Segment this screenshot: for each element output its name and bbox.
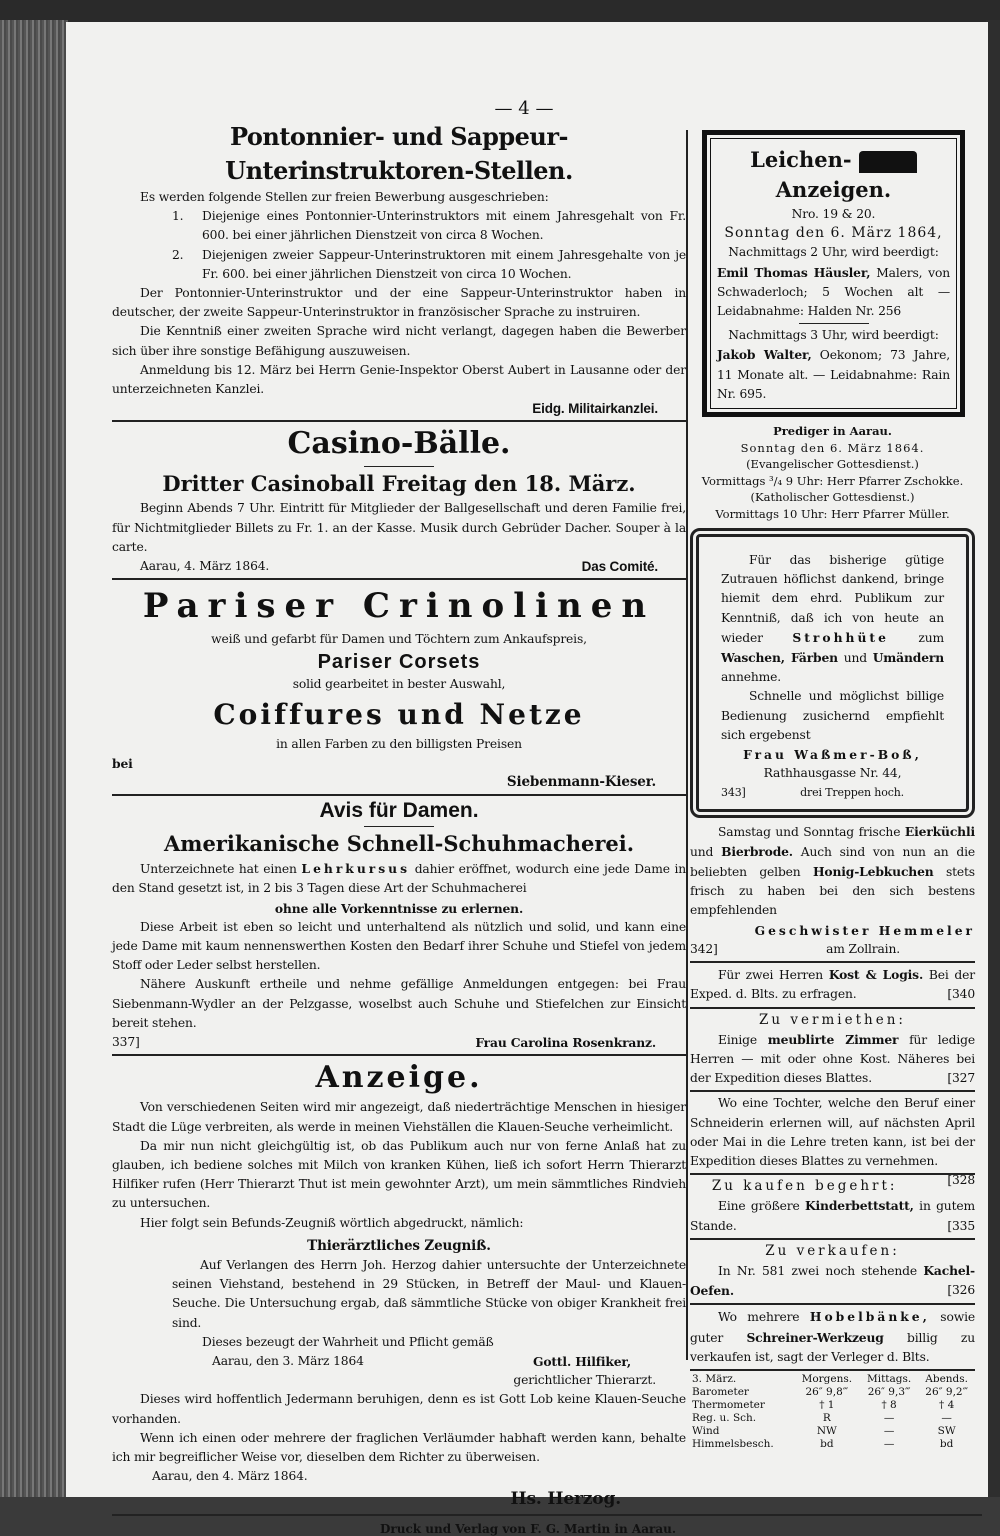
item-text: Diejenigen zweier Sappeur-Unterinstruktoren mit einem Jahresgehalte von je Fr. 600. bei einer jährlichen Dienstzeit von circa 10 Wochen. [202, 247, 686, 281]
funeral-entry [717, 345, 950, 404]
text: und [690, 844, 714, 859]
text: für ledige Herren — mit oder ohne Kost. Näheres bei der Expedition dieses Blattes. [690, 1032, 976, 1086]
paragraph: Beginn Abends 7 Uhr. Eintritt für Mitglieder der Ballgesellschaft und deren Familie frei, für Nichtmitglieder Billets zu Fr. 1. an der Kasse. Musik durch Gebrüder Dacher. Souper à la carte. [112, 501, 686, 554]
text: Unterzeichnete hat einen [140, 862, 297, 877]
divider [799, 323, 869, 324]
floor-info: drei Treppen hoch. [800, 786, 904, 800]
corsets-heading: Pariser Corsets [317, 651, 481, 674]
issue-number: Nro. 19 & 20. [791, 207, 876, 221]
text: sowie guter [690, 1310, 975, 1345]
signature-row [112, 1033, 686, 1052]
funeral-notices [702, 130, 965, 417]
service-type: (Evangelischer Gottesdienst.) [746, 457, 919, 472]
emphasis: Strohhüte [792, 629, 889, 645]
divider [112, 1514, 982, 1516]
cell: — [883, 1424, 895, 1437]
divider [364, 826, 434, 827]
item-text: Diejenige eines Pontonnier-Unterinstruktors mit einem Jahresgehalt von Fr. 600. bei einer jährlichen Dienstzeit von circa 8 Wochen. [202, 209, 686, 243]
emphasis: Honig-Lebkuchen [812, 864, 934, 880]
title-part: Leichen- [750, 147, 852, 172]
ad-reference: 337] [112, 1035, 140, 1050]
divider [112, 794, 686, 796]
text-line: weiß und gefarbt für Damen und Töchtern zum Ankaufspreis, [211, 632, 587, 647]
ad-reference: [328 [947, 1173, 975, 1188]
service-type: (Katholischer Gottesdienst.) [750, 490, 915, 505]
paragraph: Wenn ich einen oder mehrere der fraglichen Verläumder habhaft werden kann, behalte ich mir begreiflicher Weise vor, dieselben dem Richter zu überweisen. [112, 1430, 686, 1464]
ref-row [721, 783, 944, 802]
table-row [690, 1412, 975, 1425]
cell: 26″ 9,3‴ [867, 1385, 911, 1398]
signature: Frau Waßmer-Boß, [743, 747, 922, 763]
text: zum [918, 630, 944, 645]
paragraph: Diese Arbeit ist eben so leicht und unterhaltend als nützlich und solid, und kann eine jede Dame mit kaum nennenswerthen Kosten den Bedarf ihrer Schuhe und Stiefel von jedem Stoff oder Leder selbst herstellen. [112, 919, 686, 973]
header-cell: 3. März. [692, 1372, 737, 1385]
row-label: Himmelsbesch. [692, 1437, 774, 1450]
ad-avis-damen [112, 798, 686, 1056]
paragraph [721, 551, 944, 687]
text-line: in allen Farben zu den billigsten Preisen [276, 736, 522, 751]
paragraph [112, 859, 686, 898]
ad-reference: [326 [947, 1283, 975, 1298]
ad-title: Casino-Bälle. [287, 426, 511, 462]
text: Auch sind von nun an die beliebten gelben [690, 844, 976, 880]
divider [690, 1007, 975, 1009]
header-cell: Morgens. [801, 1372, 853, 1385]
title-part: Anzeigen. [775, 177, 892, 202]
ad-reference: [340 [947, 987, 975, 1002]
ref-row [690, 940, 975, 959]
text: Samstag und Sonntag frische [718, 824, 901, 839]
signature: Geschwister Hemmeler [754, 922, 975, 938]
divider [690, 1238, 975, 1240]
service-line: Vormittags 10 Uhr: Herr Pfarrer Müller. [715, 506, 950, 521]
text: in gutem Stande. [690, 1199, 976, 1233]
ad-title: Anzeige. [315, 1060, 483, 1096]
service-line: Vormittags ³/₄ 9 Uhr: Herr Pfarrer Zschokke. [701, 473, 964, 488]
bei-label: bei [112, 755, 133, 771]
ad-crinolinen [112, 582, 686, 796]
text: In Nr. 581 zwei noch stehende [718, 1263, 917, 1278]
divider [364, 466, 434, 467]
text: und [843, 651, 867, 666]
text: Bei der Exped. d. Blts. zu erfragen. [690, 968, 975, 1002]
funeral-entry [717, 263, 950, 322]
ad-pontonnier [112, 120, 686, 422]
row-label: Barometer [692, 1385, 749, 1398]
signature: Siebenmann-Kieser. [506, 774, 656, 791]
place-date: Aarau, den 4. März 1864. [152, 1469, 308, 1484]
ad-reference: 342] [690, 941, 718, 956]
table-row [690, 1425, 975, 1438]
ad-reference: 343] [721, 786, 746, 800]
funeral-date: Sonntag den 6. März 1864, [724, 225, 943, 242]
text: billig zu verkaufen ist, sagt der Verleger d. Blts. [690, 1330, 975, 1364]
paragraph: Da mir nun nicht gleichgültig ist, ob das Publikum auch nur von ferne Anlaß hat zu glauben, ich bediene solches mit Milch von kranken Kühen, ließ ich sofort Herrn Thierarzt Hilfiker rufen (Herr Thierarzt Thut ist mein gewohnter Arzt), um mein sämmtliches Rindvieh zu untersuchen. [112, 1138, 686, 1211]
cell: — [883, 1411, 895, 1424]
cell: R [822, 1411, 831, 1424]
attest-row [112, 1352, 686, 1371]
ad-title: Zu verkaufen: [765, 1242, 900, 1259]
ad-title: Avis für Damen. [319, 799, 479, 823]
cell: † 1 [819, 1398, 835, 1411]
certificate-title: Thierärztliches Zeugniß. [307, 1237, 491, 1254]
text: annehme. [721, 670, 782, 685]
ad-title: Pariser Crinolinen [142, 586, 656, 627]
text: Für das bisherige gütige Zutrauen höflichst dankend, bringe hiemit dem ehrd. Publikum zur Kenntniß, daß ich von heute an wieder [721, 553, 944, 645]
cell: NW [816, 1424, 837, 1437]
row-label: Thermometer [692, 1398, 765, 1411]
attest-date: Aarau, den 3. März 1864 [212, 1353, 364, 1368]
emphasis: Waschen, Färben [721, 650, 838, 666]
ad-title: Zu kaufen begehrt: [711, 1178, 898, 1195]
ad-subtitle: Dritter Casinoball Freitag den 18. März. [162, 471, 636, 497]
signature: Hs. Herzog. [510, 1489, 621, 1510]
cell: — [883, 1437, 895, 1450]
place-date: Aarau, 4. März 1864. [140, 559, 270, 574]
text: Wo mehrere [718, 1310, 800, 1325]
ad-kost-logis [690, 965, 975, 1008]
entry-text: Oekonom; 73 Jahre, 11 Monate alt. — Leidabnahme: Rain Nr. 695. [717, 348, 950, 401]
paragraph [690, 965, 975, 1004]
signature: Das Comité. [581, 559, 658, 575]
row-label: Wind [692, 1424, 720, 1437]
paragraph: Schnelle und möglichst billige Bedienung zusichernd empfiehlt sich ergebenst [721, 689, 944, 742]
divider [112, 1054, 686, 1056]
table-header-row [690, 1373, 975, 1386]
ad-subtitle: Amerikanische Schnell-Schuhmacherei. [163, 831, 635, 857]
cell: SW [937, 1424, 956, 1437]
divider [690, 961, 975, 963]
signature: Eidg. Militairkanzlei. [532, 401, 658, 417]
attest-line: Dieses bezeugt der Wahrheit und Pflicht gemäß [202, 1334, 494, 1349]
ad-zu-verkaufen [690, 1242, 975, 1306]
paragraph [690, 1307, 975, 1367]
ad-hemmeler [690, 822, 975, 963]
table-row [690, 1399, 975, 1412]
paragraph [690, 822, 975, 921]
text: Für zwei Herren [718, 968, 824, 983]
ad-hobelbanke [690, 1307, 975, 1371]
ad-casino [112, 424, 686, 580]
right-column [690, 130, 975, 1451]
emphasis: Hobelbänke, [809, 1309, 930, 1325]
emphasis-line: ohne alle Vorkenntnisse zu erlernen. [274, 900, 524, 916]
funeral-time: Nachmittags 2 Uhr, wird beerdigt: [728, 245, 939, 260]
emphasis: Bierbrode. [721, 843, 793, 859]
list-item [112, 207, 686, 245]
cell: — [941, 1411, 952, 1424]
emphasis: meublirte Zimmer [767, 1031, 899, 1047]
imprint-footer: Druck und Verlag von F. G. Martin in Aarau. [380, 1522, 676, 1536]
paragraph: Dieses wird hoffentlich Jedermann beruhigen, denn es ist Gott Lob keine Klauen-Seuche vorhanden. [112, 1392, 686, 1426]
paragraph: Nähere Auskunft ertheile und nehme gefällige Anmeldungen entgegen: bei Frau Siebenmann-Wydler an der Pelzgasse, woselbst auch Schuhe und Stiefelchen zur Einsicht bereit stehen. [112, 977, 686, 1030]
address: Rathhausgasse Nr. 44, [763, 766, 902, 781]
funeral-time: Nachmittags 3 Uhr, wird beerdigt: [728, 328, 939, 343]
entry-text: Malers, von Schwaderloch; 5 Wochen alt — Leidabnahme: Halden Nr. 256 [717, 265, 951, 319]
table-row [690, 1438, 975, 1451]
emphasis: Lehrkursus [301, 861, 411, 877]
emphasis: Eierküchli [904, 823, 975, 839]
emphasis: Schreiner-Werkzeug [746, 1329, 884, 1345]
divider [690, 1090, 975, 1092]
divider [112, 420, 686, 422]
scan-right-border [986, 20, 1000, 1497]
emphasis: Kinderbettstatt, [805, 1198, 914, 1214]
item-number: 2. [172, 247, 184, 262]
vet-name: Gottl. Hilfiker, [532, 1353, 631, 1369]
signature-row [112, 557, 686, 576]
certificate-text: Auf Verlangen des Herrn Joh. Herzog dahier untersuchte der Unterzeichnete seinen Viehstand, bestehend in 29 Stücken, in Betreff der Maul- und Klauen-Seuche. Die Untersuchung ergab, daß sämmtliche Stücke von obiger Krankheit frei sind. [172, 1257, 686, 1330]
deceased-name: Emil Thomas Häusler, [717, 264, 871, 280]
preachers-title: Prediger in Aarau. [773, 424, 892, 439]
signature: Frau Carolina Rosenkranz. [475, 1035, 656, 1051]
funeral-title [717, 145, 950, 205]
page-number: — 4 — [494, 98, 554, 119]
paragraph [690, 1261, 975, 1301]
cell: 26″ 9,2‴ [925, 1385, 969, 1398]
emphasis: Umändern [872, 650, 944, 666]
cell: bd [939, 1437, 954, 1450]
ad-vermiethen [690, 1011, 975, 1093]
address: am Zollrain. [826, 941, 900, 956]
emphasis: Kachel-Oefen. [690, 1262, 976, 1299]
weather-table [690, 1373, 975, 1451]
ad-title: Zu vermiethen: [759, 1011, 906, 1028]
book-page-edges [0, 20, 68, 1497]
column-divider [686, 130, 688, 1360]
left-column [112, 98, 686, 1536]
table-row [690, 1386, 975, 1399]
text: dahier eröffnet, wodurch eine jede Dame in den Stand gesetzt ist, in 2 bis 3 Tagen diese Art der Schuhmacherei [112, 862, 687, 896]
text: Eine größere [718, 1199, 800, 1214]
ad-anzeige [112, 1058, 686, 1516]
cell: bd [820, 1437, 834, 1450]
paragraph [690, 1196, 975, 1235]
divider [112, 578, 686, 580]
deceased-name: Jakob Walter, [717, 347, 812, 363]
cell: † 8 [881, 1398, 897, 1411]
header-cell: Abends. [925, 1372, 969, 1385]
paragraph: Hier folgt sein Befunds-Zeugniß wörtlich abgedruckt, nämlich: [140, 1215, 524, 1230]
paragraph: Von verschiedenen Seiten wird mir angezeigt, daß niederträchtige Menschen in hiesiger Stadt die Lüge verbreiten, als werde in meinen Viehställen die Klauen-Seuche verheimlicht. [112, 1100, 686, 1134]
header-cell: Mittags. [866, 1372, 912, 1385]
ad-title: Pontonnier- und Sappeur-Unterinstruktoren-Stellen. [225, 122, 573, 185]
emphasis: Kost & Logis. [828, 967, 924, 983]
paragraph: Der Pontonnier-Unterinstruktor und der eine Sappeur-Unterinstruktor haben in deutscher, der zweite Sappeur-Unterinstruktor in französischer Sprache zu instruiren. [112, 286, 686, 320]
ad-reference: [327 [947, 1071, 975, 1086]
list-item [112, 246, 686, 284]
text: stets frisch zu haben bei den sich bestens empfehlenden [690, 865, 975, 918]
coffin-icon [859, 151, 917, 173]
divider [690, 1303, 975, 1305]
preachers [690, 423, 975, 522]
paragraph: Anmeldung bis 12. März bei Herrn Genie-Inspektor Oberst Aubert in Lausanne oder der unterzeichneten Kanzlei. [112, 362, 686, 397]
ad-reference: [335 [947, 1218, 975, 1233]
vet-title: gerichtlicher Thierarzt. [513, 1373, 656, 1388]
paragraph [690, 1030, 975, 1089]
row-label: Reg. u. Sch. [692, 1411, 757, 1424]
text: Einige [718, 1032, 758, 1047]
ad-strohhute-ornamental-frame [690, 528, 975, 818]
divider [690, 1369, 975, 1371]
coiffures-heading: Coiffures und Netze [213, 697, 585, 731]
ad-intro: Es werden folgende Stellen zur freien Bewerbung ausgeschrieben: [140, 190, 549, 204]
paragraph: Die Kenntniß einer zweiten Sprache wird nicht verlangt, dagegen haben die Bewerber sich über ihre sonstige Befähigung auszuweisen. [112, 324, 686, 358]
text-line: solid gearbeitet in bester Auswahl, [292, 677, 506, 692]
preachers-date: Sonntag den 6. März 1864. [740, 440, 925, 455]
cell: 26″ 9,8‴ [805, 1385, 849, 1398]
text: Wo eine Tochter, welche den Beruf einer Schneiderin erlernen will, auf nächsten April oder Mai in die Lehre treten kann, ist bei der Expedition dieses Blattes zu vernehmen. [690, 1096, 975, 1168]
cell: † 4 [939, 1398, 955, 1411]
item-number: 1. [172, 209, 184, 224]
